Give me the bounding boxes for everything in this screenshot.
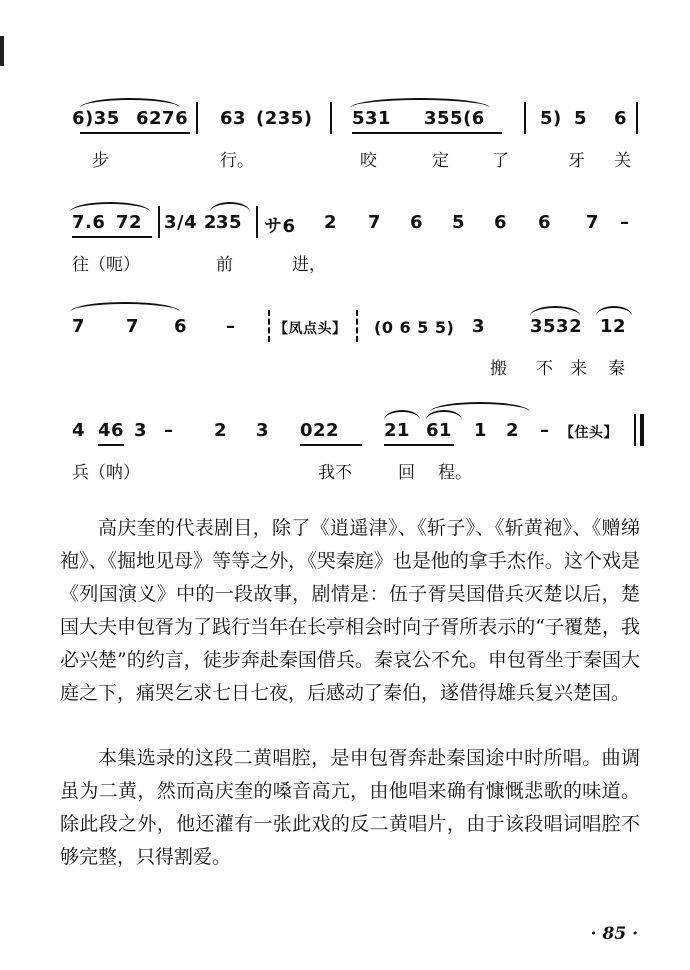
lyric-text: 兵（呐）	[72, 463, 140, 483]
score-note: 35	[216, 212, 243, 233]
lyric-text: 步	[92, 151, 109, 171]
slur-mark	[80, 98, 180, 108]
bar-line	[196, 102, 198, 134]
slur-mark	[596, 306, 632, 316]
score-note: 5)	[540, 108, 562, 129]
score-note: –	[540, 420, 550, 441]
lyric-text: 搬	[490, 359, 507, 379]
score-note: 6	[494, 212, 508, 233]
score-line-2	[60, 212, 640, 292]
slur-mark	[430, 402, 530, 412]
score-note: (0 6 5 5)	[374, 318, 455, 337]
bar-line	[158, 206, 160, 238]
final-bar-line	[640, 414, 644, 446]
score-note: 2	[506, 420, 520, 441]
score-note: 6276	[136, 108, 189, 129]
lyric-text: 回	[398, 463, 415, 483]
score-notes	[60, 316, 640, 346]
lyric-text: 咬	[360, 151, 377, 171]
lyric-text: 行。	[220, 151, 254, 171]
lyric-text: 前	[216, 255, 233, 275]
score-note: 6)35	[72, 108, 120, 129]
lyric-text: 程。	[438, 463, 472, 483]
score-note: 3	[256, 420, 270, 441]
beam-line	[80, 132, 190, 134]
score-note: 5	[452, 212, 466, 233]
lyric-text: 关	[614, 151, 631, 171]
slur-mark	[384, 410, 420, 420]
score-note: –	[164, 420, 174, 441]
lyric-text: 牙	[568, 151, 585, 171]
score-note: 3532	[530, 316, 583, 337]
section-label: 【凤点头】	[274, 321, 347, 337]
score-note: 61	[426, 420, 453, 441]
score-note: 355(6	[424, 108, 485, 129]
score-note: 6	[410, 212, 424, 233]
slur-mark	[350, 98, 490, 108]
score-line-1	[60, 108, 640, 188]
score-note: 7	[368, 212, 382, 233]
dashed-bar-line	[268, 310, 270, 342]
score-line-4	[60, 420, 640, 500]
beam-line	[384, 444, 454, 446]
score-note: (235)	[256, 108, 313, 129]
score-note: 531	[352, 108, 392, 129]
lyric-text: 我不	[318, 463, 352, 483]
score-note: 7	[586, 212, 600, 233]
score-note: 4	[72, 420, 86, 441]
score-note: 3	[472, 316, 486, 337]
score-note: 6	[174, 316, 188, 337]
score-note: 72	[116, 212, 143, 233]
slur-mark	[530, 306, 580, 316]
bar-line	[330, 102, 332, 134]
page-number: · 85 ·	[590, 924, 638, 944]
score-note: 1	[474, 420, 488, 441]
beam-line	[72, 236, 152, 238]
bar-line	[636, 102, 638, 134]
lyric-text: 进，	[292, 255, 326, 275]
body-paragraph-1: 高庆奎的代表剧目，除了《逍遥津》、《斩子》、《斩黄袍》、《赠绨袍》、《掘地见母》等等之外，《哭秦庭》也是他的拿手杰作。这个戏是《列国演义》中的一段故事，剧情是：伍子胥吴国借兵灭楚以后，楚国大夫申包胥为了践行当年在长亭相会时向子胥所表示的“子覆楚，我必兴楚”的约言，徒步奔赴秦国借兵。秦哀公不允。申包胥坐于秦国大庭之下，痛哭乞求七日七夜，后感动了秦伯，遂借得雄兵复兴楚国。	[60, 517, 640, 704]
score-note: 63	[220, 108, 247, 129]
beam-line	[300, 444, 362, 446]
slur-mark	[210, 202, 250, 212]
score-note: 2	[214, 420, 228, 441]
score-note: 022	[300, 420, 340, 441]
bar-line	[256, 206, 258, 238]
body-paragraph-2: 本集选录的这段二黄唱腔，是申包胥奔赴秦国途中时所唱。曲调虽为二黄，然而高庆奎的嗓音高亢，由他唱来确有慷慨悲歌的味道。除此段之外，他还灌有一张此戏的反二黄唱片，由于该段唱词唱腔不够完整，只得割爱。	[60, 747, 640, 868]
page-edge-mark	[0, 36, 4, 66]
score-note: 7.6	[72, 212, 106, 233]
score-note: サ6	[264, 216, 296, 237]
beam-line	[352, 132, 502, 134]
score-note: 3/4 2	[164, 212, 217, 233]
score-note: 21	[384, 420, 411, 441]
score-note: 3	[134, 420, 148, 441]
score-note: 7	[126, 316, 140, 337]
bar-line	[634, 414, 636, 446]
score-note: –	[620, 212, 630, 233]
slur-mark	[70, 302, 180, 312]
score-note: 12	[600, 316, 627, 337]
score-note: 46	[98, 420, 125, 441]
slur-mark	[70, 202, 150, 212]
dashed-bar-line	[356, 310, 358, 342]
lyric-text: 秦	[608, 359, 625, 379]
section-label: 【住头】	[560, 425, 618, 441]
score-note: 5	[574, 108, 588, 129]
lyric-text: 往（呃）	[72, 255, 140, 275]
score-note: 7	[72, 316, 86, 337]
lyric-text: 定	[432, 151, 449, 171]
score-note: 6	[614, 108, 628, 129]
score-note: 2	[324, 212, 338, 233]
lyric-text: 了	[492, 151, 509, 171]
lyric-text: 来	[570, 359, 587, 379]
bar-line	[524, 102, 526, 134]
score-note: –	[226, 316, 236, 337]
score-note: 6	[538, 212, 552, 233]
lyric-text: 不	[536, 359, 553, 379]
score-line-3	[60, 316, 640, 396]
beam-line	[98, 444, 124, 446]
